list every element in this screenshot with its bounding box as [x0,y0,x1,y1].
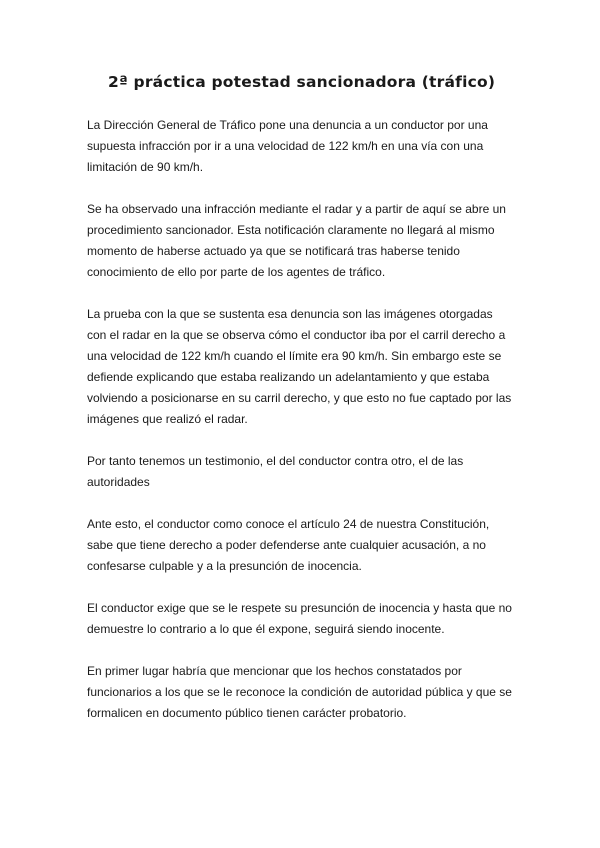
text-line: funcionarios a los que se le reconoce la condición de autoridad pública y que se [87,685,512,699]
text-line: procedimiento sancionador. Esta notificación claramente no llegará al mismo [87,223,495,237]
text-line: Ante esto, el conductor como conoce el artículo 24 de nuestra Constitución, [87,517,490,531]
text-line: En primer lugar habría que mencionar que los hechos constatados por [87,664,462,678]
text-line: sabe que tiene derecho a poder defenderse ante cualquier acusación, a no [87,538,486,552]
paragraph-hechos-constatados [87,661,527,724]
text-line: demuestre lo contrario a lo que él expone, seguirá siendo inocente. [87,622,445,636]
text-line: una velocidad de 122 km/h cuando el límite era 90 km/h. Sin embargo este se [87,349,502,363]
document-title: 2ª práctica potestad sancionadora (tráfico) [108,73,496,91]
text-line: El conductor exige que se le respete su presunción de inocencia y hasta que no [87,601,512,615]
text-line: formalicen en documento público tienen carácter probatorio. [87,706,407,720]
text-line: La prueba con la que se sustenta esa denuncia son las imágenes otorgadas [87,307,493,321]
paragraph-testimonio [87,451,527,493]
text-line: confesarse culpable y a la presunción de inocencia. [87,559,362,573]
paragraph-articulo-24 [87,514,527,577]
text-line: defiende explicando que estaba realizando un adelantamiento y que estaba [87,370,490,384]
paragraph-procedimiento [87,199,527,283]
paragraph-prueba [87,304,527,430]
text-line: limitación de 90 km/h. [87,160,204,174]
text-line: imágenes que realizó el radar. [87,412,248,426]
text-line: momento de haberse actuado ya que se notificará tras haberse tenido [87,244,460,258]
text-line: volviendo a posicionarse en su carril derecho, y que esto no fue captado por las [87,391,512,405]
text-line: La Dirección General de Tráfico pone una denuncia a un conductor por una [87,118,488,132]
paragraph-denuncia [87,115,527,178]
text-line: Por tanto tenemos un testimonio, el del conductor contra otro, el de las [87,454,464,468]
text-line: Se ha observado una infracción mediante el radar y a partir de aquí se abre un [87,202,506,216]
text-line: con el radar en la que se observa cómo el conductor iba por el carril derecho a [87,328,506,342]
text-line: supuesta infracción por ir a una velocidad de 122 km/h en una vía con una [87,139,484,153]
text-line: conocimiento de ello por parte de los agentes de tráfico. [87,265,386,279]
text-line: autoridades [87,475,150,489]
paragraph-presuncion [87,598,527,640]
